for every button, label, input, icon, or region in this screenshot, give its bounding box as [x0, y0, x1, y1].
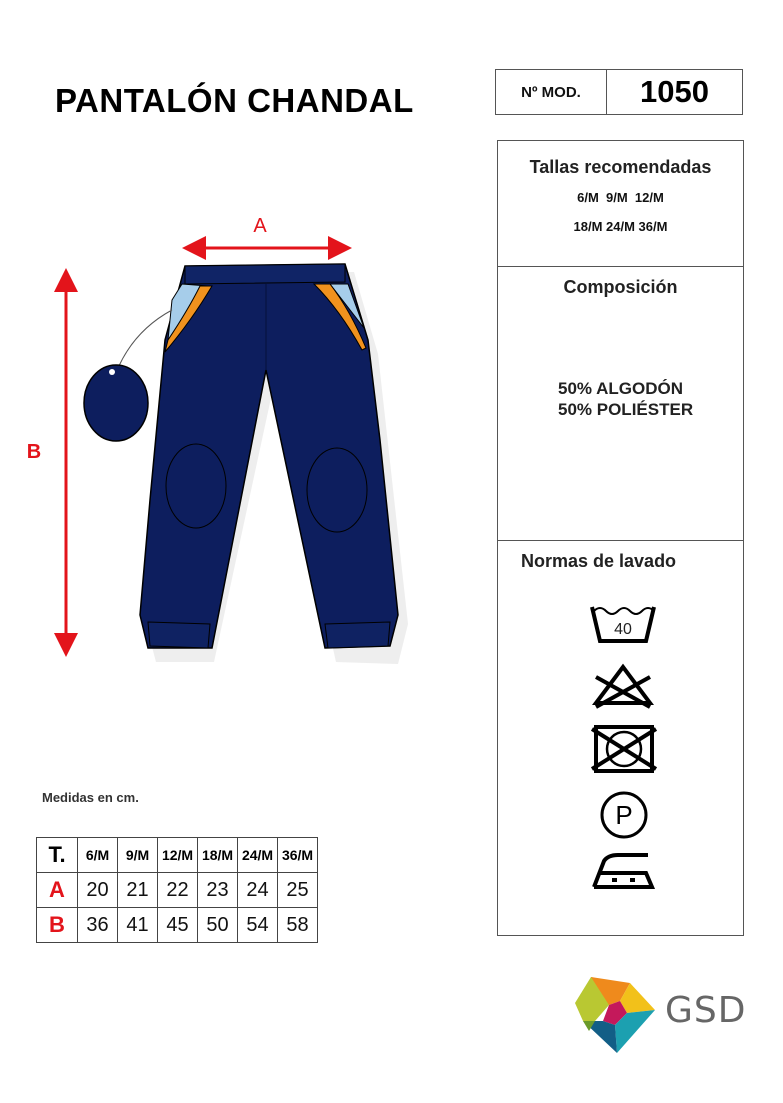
column-header: 24/M — [238, 838, 278, 873]
sizes-line-2: 18/M 24/M 36/M — [573, 219, 668, 234]
sizes-title: Tallas recomendadas — [529, 157, 712, 177]
sizes-section — [498, 141, 743, 267]
page-title: PANTALÓN CHANDAL — [55, 82, 414, 119]
svg-text:40: 40 — [614, 621, 632, 638]
composition-line-1: 50% ALGODÓN — [558, 379, 684, 398]
table-row — [37, 873, 318, 908]
composition-section — [498, 267, 743, 541]
table-corner: T. — [37, 838, 78, 873]
logo-text: GSD — [665, 990, 747, 1031]
table-cell: 25 — [278, 873, 318, 908]
column-header: 18/M — [198, 838, 238, 873]
table-cell: 22 — [158, 873, 198, 908]
model-label: Nº MOD. — [496, 70, 607, 114]
garment-illustration — [0, 200, 420, 670]
gsd-logo-icon — [575, 975, 660, 1055]
care-symbols — [588, 601, 658, 896]
model-number-box — [495, 69, 743, 115]
table-row — [37, 908, 318, 943]
dry-clean-p-icon — [602, 793, 646, 837]
table-cell: 45 — [158, 908, 198, 943]
svg-text:P: P — [615, 800, 633, 830]
row-label: A — [37, 873, 78, 908]
wash-40-icon — [592, 607, 654, 641]
measures-caption: Medidas en cm. — [42, 790, 139, 805]
table-cell: 21 — [118, 873, 158, 908]
table-cell: 58 — [278, 908, 318, 943]
table-cell: 20 — [78, 873, 118, 908]
svg-text:B: B — [26, 441, 42, 463]
table-cell: 24 — [238, 873, 278, 908]
table-cell: 50 — [198, 908, 238, 943]
washing-title: Normas de lavado — [521, 551, 677, 571]
hang-tag-icon — [84, 365, 148, 441]
column-header: 36/M — [278, 838, 318, 873]
model-number: 1050 — [640, 74, 709, 109]
sizes-line-1: 6/M 9/M 12/M — [577, 190, 664, 205]
composition-title: Composición — [563, 277, 678, 297]
column-header: 9/M — [118, 838, 158, 873]
table-cell: 36 — [78, 908, 118, 943]
measurements-table — [36, 837, 318, 943]
no-bleach-icon — [596, 667, 650, 707]
table-cell: 54 — [238, 908, 278, 943]
column-header: 12/M — [158, 838, 198, 873]
no-tumble-dry-icon — [592, 727, 656, 771]
table-cell: 23 — [198, 873, 238, 908]
iron-medium-icon — [594, 855, 652, 887]
info-panel — [497, 140, 744, 936]
table-cell: 41 — [118, 908, 158, 943]
row-label: B — [37, 908, 78, 943]
composition-line-2: 50% POLIÉSTER — [558, 400, 694, 419]
column-header: 6/M — [78, 838, 118, 873]
svg-text:A: A — [253, 215, 267, 237]
table-header-row — [37, 838, 318, 873]
